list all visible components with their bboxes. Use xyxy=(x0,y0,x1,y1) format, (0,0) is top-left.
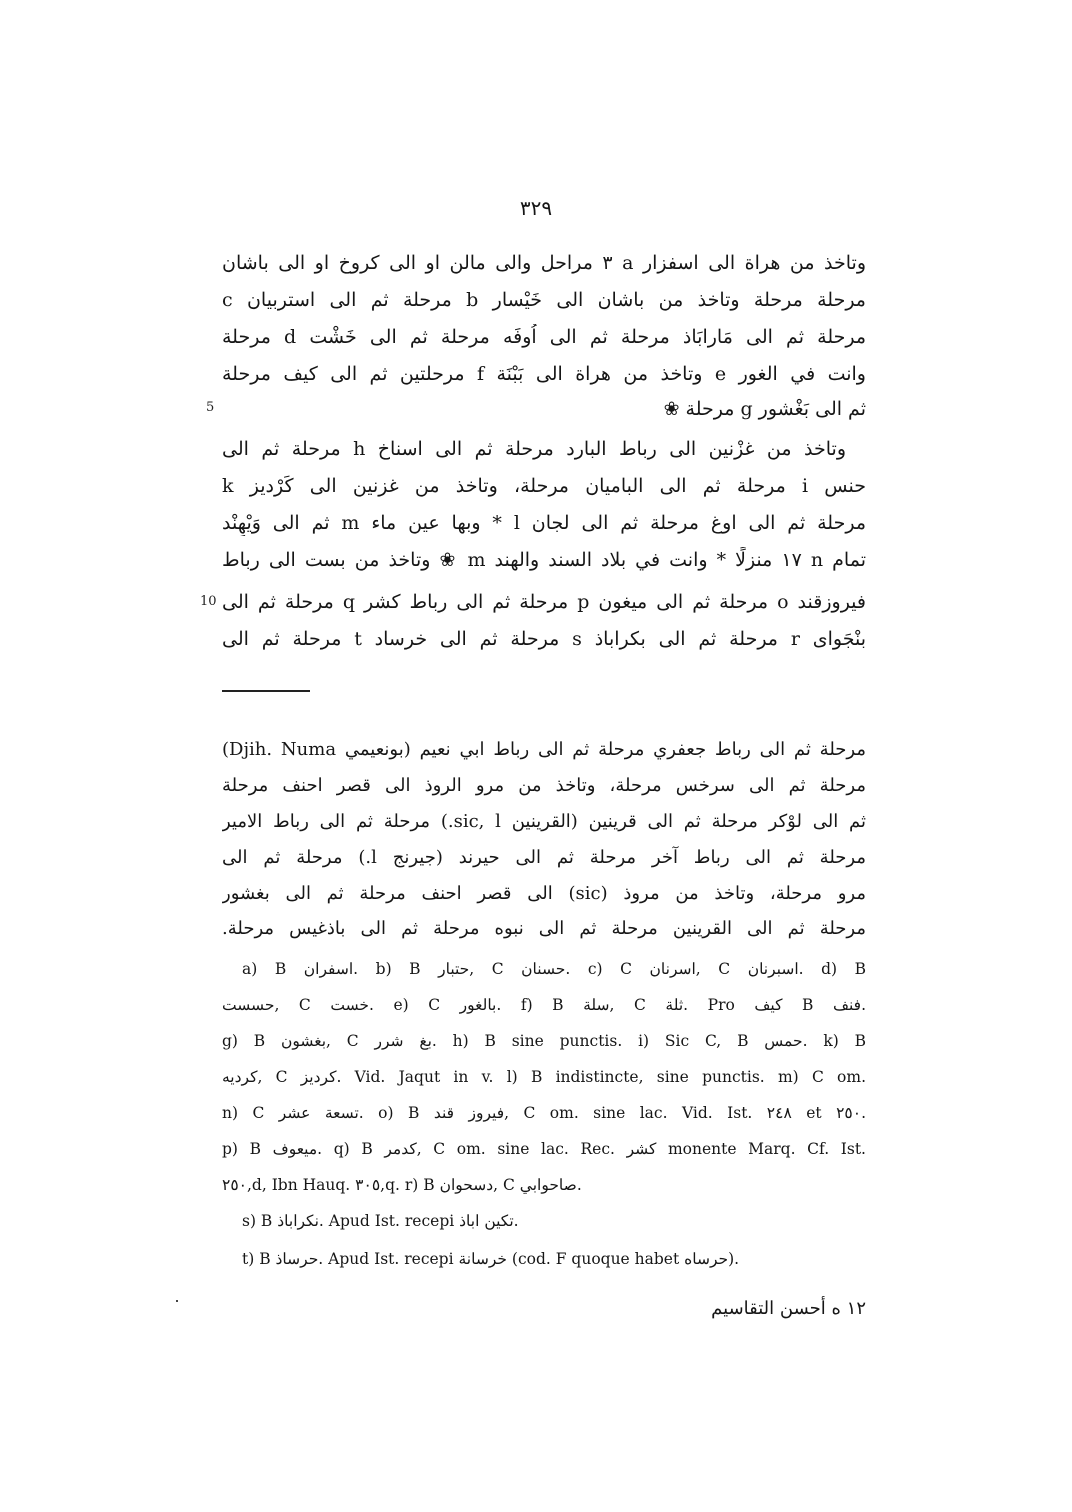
line-number-5: 5 xyxy=(206,400,215,415)
text-line: بنْجَوای r مرحلة ثم الى بكراباذ s مرحلة ثم الى خرساد t مرحلة ثم الى xyxy=(222,628,866,650)
page-number: ٣٢٩ xyxy=(519,196,553,220)
apparatus-line: t) B حرساذ. Apud Ist. recepi خرسانة (cod. F quoque habet حرساه). xyxy=(242,1250,740,1268)
apparatus-line: n) C تسعة عشر. o) B فيروز قند, C om. sine lac. Vid. Ist. ٢٤٨ et ٢٥٠. xyxy=(222,1104,866,1122)
note-line: مرو مرحلة، وتاخذ من مروذ (sic) الى قصر احنف مرحلة ثم الى بغشور xyxy=(222,883,866,904)
text-line: ثم الى بَغْشور g مرحلة ❀ xyxy=(663,398,866,420)
scan-speck xyxy=(176,1300,178,1302)
text-line: وانت في الغور e وتاخذ من هراة الى بَبْنَة f مرحلتين ثم الى كيف مرحلة xyxy=(222,363,866,385)
apparatus-line: ٢٥٠,d, Ibn Hauq. ٣٠٥,q. r) B دسحوان, C صاحوابي. xyxy=(222,1176,582,1194)
apparatus-line: g) B بغشون, C بغ شرر. h) B sine punctis. i) Sic C, B حمس. k) B xyxy=(222,1032,866,1050)
note-line: مرحلة ثم الى القرينين مرحلة ثم الى نبوه مرحلة ثم الى باذغيس مرحلة. xyxy=(222,918,866,939)
note-line: مرحلة ثم الى رباط جعفري مرحلة ثم الى رباط ابي نعيم (بونعيمي Djih. Numa) xyxy=(222,739,866,760)
apparatus-line: p) B ميعوف. q) B كدمر, C om. sine lac. Rec. كشر monente Marq. Cf. Ist. xyxy=(222,1140,866,1158)
apparatus-line: s) B نكراباذ. Apud Ist. recepi تكين اباذ. xyxy=(242,1212,519,1230)
apparatus-line: حسست, C خست. e) C بالغور. f) B سلة, C ثلة. Pro كيف B فنف. xyxy=(222,996,866,1014)
note-line: مرحلة ثم الى سرخس مرحلة، وتاخذ من مرو الروذ الى قصر احنف مرحلة xyxy=(222,775,866,796)
text-line: مرحلة ثم الى مَارابَاذ مرحلة ثم الى اُوفَه مرحلة ثم الى خَشْت d مرحلة xyxy=(222,326,866,348)
text-line: تمام n ١٧ منزلًا * وانت في بلاد السند والهند m ❀ وتاخذ من بست الى رباط xyxy=(222,549,866,571)
footnote-divider xyxy=(222,690,310,692)
text-line: وتاخذ من هراة الى اسفزار a ٣ مراحل والى مالن او الى كروخ او الى باشان xyxy=(222,252,866,274)
note-line: ثم الى لوْكر مرحلة ثم الى قرينين (القرينين sic, l.) مرحلة ثم الى رباط الامير xyxy=(222,811,866,832)
text-line: مرحلة مرحلة وتاخذ من باشان الى خَيْسار b مرحلة ثم الى استربيان c xyxy=(222,289,866,311)
text-line: حنس i مرحلة ثم الى الباميان مرحلة، وتاخذ من غزنين الى كَرْديز k xyxy=(222,475,866,497)
line-number-10: 10 xyxy=(200,594,217,609)
text-line: مرحلة ثم الى اوغ مرحلة ثم الى لجان l * وبها عين ماء m ثم الى وَيْهِنْد xyxy=(222,512,866,534)
note-line: مرحلة ثم الى رباط آخر مرحلة ثم الى حيرند (جيرنج l.) مرحلة ثم الى xyxy=(222,847,866,868)
signature-mark: ١٢ ه أحسن التقاسيم xyxy=(711,1298,866,1319)
text-line: وتاخذ من غزْنين الى رباط البارد مرحلة ثم الى اسناخ h مرحلة ثم الى xyxy=(222,438,846,460)
text-line: فيروزقند o مرحلة ثم الى ميغون p مرحلة ثم الى رباط كشر q مرحلة ثم الى xyxy=(222,591,866,613)
apparatus-line: كرديه, C كرديز. Vid. Jaqut in v. l) B indistincte, sine punctis. m) C om. xyxy=(222,1068,866,1086)
apparatus-line: a) B اسفران. b) B حتبار, C حسنان. c) C اسرنان, C اسبرنان. d) B xyxy=(242,960,866,978)
